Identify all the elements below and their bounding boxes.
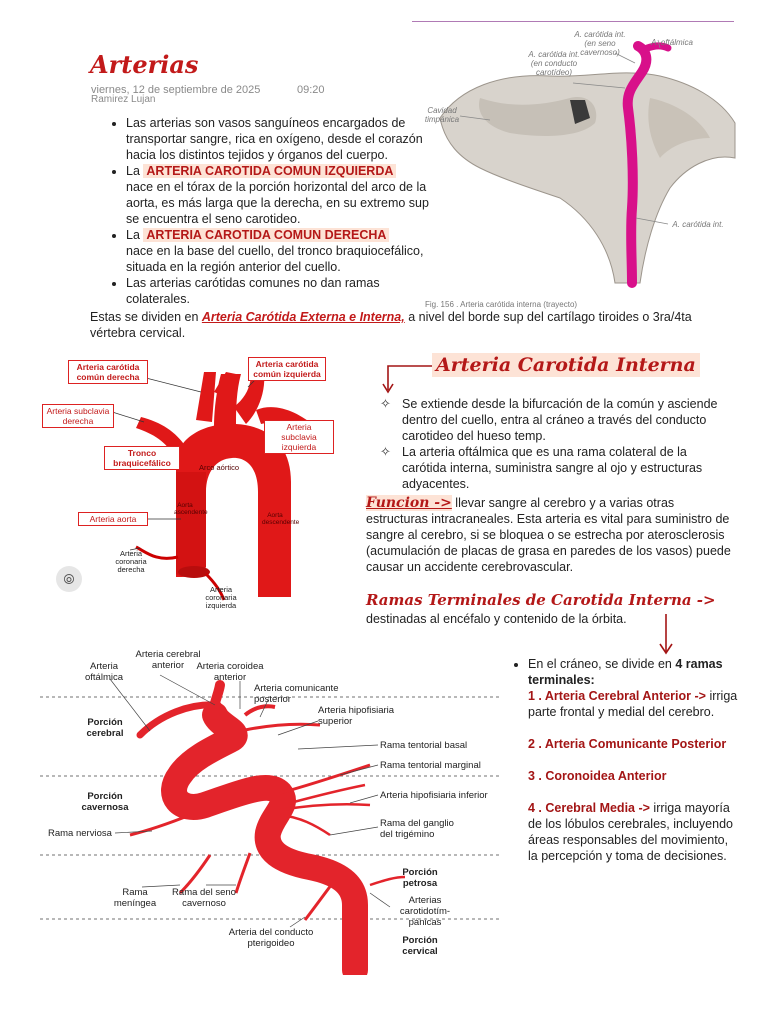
arrow-down-icon xyxy=(380,360,436,396)
aorta-illustration xyxy=(36,352,342,614)
label-car-int-conducto: A. carótida int. (en conducto carotídeo) xyxy=(528,50,580,77)
intro-section xyxy=(90,115,440,307)
page-title: Arterias xyxy=(90,50,199,79)
interna-bullets xyxy=(380,396,730,492)
label-cavidad-timpanica: Cavidad timpánica xyxy=(424,106,460,124)
ramas-list xyxy=(510,656,740,864)
label-comunicante-posterior: Arteria comunicante posterior xyxy=(254,683,339,705)
figure-carotida-trayecto xyxy=(420,28,740,298)
rama-item: 4 . Cerebral Media -> irriga mayoría de los lóbulos cerebrales, incluyendo áreas responsables del movimiento, la percepción y toma de decisiones. xyxy=(528,801,733,863)
label-comun-derecha: Arteria carótida común derecha xyxy=(68,360,148,384)
heading-ramas-terminales: Ramas Terminales de Carotida Interna -> xyxy=(366,591,716,609)
label-tentorial-basal: Rama tentorial basal xyxy=(380,740,468,751)
carotida-externa-interna-link[interactable]: Arteria Carótida Externa e Interna, xyxy=(201,310,405,324)
interna-bullet: ✧ Se extiende desde la bifurcación de la común y asciende dentro del cuello, entra al cráneo a través del conducto carotideo del hueso temp. xyxy=(380,396,730,444)
highlight-comun-derecha: ARTERIA CAROTIDA COMUN DERECHA xyxy=(143,228,389,242)
label-comun-izquierda: Arteria carótida común izquierda xyxy=(248,357,326,381)
ramas-subtitle: destinadas al encéfalo y contenido de la órbita. xyxy=(366,612,627,626)
ramas-intro: • En el cráneo, se divide en 4 ramas terminales: xyxy=(528,656,740,688)
arrow-down-icon xyxy=(656,612,676,656)
label-coronaria-izquierda: Arteria coronaria izquierda xyxy=(205,585,237,610)
label-tronco-braquicefalico: Tronco braquicefálico xyxy=(104,446,180,470)
divide-paragraph: Estas se dividen en Arteria Carótida Externa e Interna, a nivel del borde sup del cartílago tiroides o 3ra/4ta vértebra cervical. xyxy=(90,310,692,340)
label-porcion-cerebral: Porción cerebral xyxy=(86,717,124,739)
label-coroidea-anterior: Arteria coroidea anterior xyxy=(196,661,264,683)
label-aorta-descendente: Aorta descendente xyxy=(262,512,300,526)
label-tentorial-marginal: Rama tentorial marginal xyxy=(380,760,481,771)
figure-arco-aortico xyxy=(36,352,342,614)
label-subclavia-derecha: Arteria subclavia derecha xyxy=(42,404,114,428)
intro-bullet: • Las arterias carótidas comunes no dan ramas colaterales. xyxy=(126,275,440,307)
section-divider xyxy=(412,21,734,22)
label-aorta-ascendente: Aorta ascendente xyxy=(174,502,208,516)
figure-ramas-carotida-interna xyxy=(40,645,500,975)
label-porcion-cavernosa: Porción cavernosa xyxy=(81,791,129,813)
intro-bullet: • La ARTERIA CAROTIDA COMUN DERECHA nace en la base del cuello, del tronco braquiocefálico, situada en la región anterior del cuello. xyxy=(126,227,440,275)
intro-bullet: • Las arterias son vasos sanguíneos encargados de transportar sangre, rica en oxígeno, desde el corazón hacia los distintos tejidos y órganos del cuerpo. xyxy=(126,115,440,163)
label-arteria-aorta: Arteria aorta xyxy=(78,512,148,526)
label-hipofisiaria-inferior: Arteria hipofisiaria inferior xyxy=(380,790,488,801)
image-search-icon[interactable]: ⦾ xyxy=(56,566,82,592)
rama-item: 2 . Arteria Comunicante Posterior xyxy=(528,737,727,751)
label-hipofisiaria-superior: Arteria hipofisiaria superior xyxy=(318,705,395,727)
label-oftalmica: A. oftálmica xyxy=(651,38,693,47)
skull-base-illustration xyxy=(420,28,740,298)
label-cerebral-anterior: Arteria cerebral anterior xyxy=(135,649,201,671)
label-car-int: A. carótida int. xyxy=(672,220,724,229)
funcion-label: Funcion -> xyxy=(366,495,452,511)
label-coronaria-derecha: Arteria coronaria derecha xyxy=(115,549,147,574)
label-rama-meningea: Rama meníngea xyxy=(113,887,157,909)
rama-item: 3 . Coronoidea Anterior xyxy=(528,769,667,783)
heading-carotida-interna: Arteria Carotida Interna xyxy=(432,353,700,377)
note-author: Ramirez Lujan xyxy=(91,94,156,105)
label-carotidotimpanicas: Arterias carotidotím-pánicas xyxy=(399,895,451,928)
note-time: 09:20 xyxy=(297,84,325,96)
label-conducto-pterigoideo: Arteria del conducto pterigoideo xyxy=(228,927,314,949)
label-porcion-petrosa: Porción petrosa xyxy=(402,867,438,889)
label-rama-nerviosa: Rama nerviosa xyxy=(48,828,112,839)
label-car-int-seno: A. carótida int. (en seno cavernoso) xyxy=(574,30,626,57)
label-porcion-cervical: Porción cervical xyxy=(402,935,438,957)
label-arco-aortico: Arco aórtico xyxy=(198,463,240,472)
note-date: viernes, 12 de septiembre de 2025 xyxy=(91,84,261,96)
interna-bullet: ✧ La arteria oftálmica que es una rama colateral de la carótida interna, suministra sangre al ojo y estructuras adyacentes. xyxy=(380,444,730,492)
label-rama-seno-cavernoso: Rama del seno cavernoso xyxy=(172,887,236,909)
figure-caption: Fig. 156 . Arteria carótida interna (trayecto) xyxy=(425,300,578,309)
label-subclavia-izquierda: Arteria subclavia izquierda xyxy=(264,420,334,454)
rama-item: 1 . Arteria Cerebral Anterior -> irriga parte frontal y medial del cerebro. xyxy=(528,689,738,719)
funcion-paragraph: Funcion -> llevar sangre al cerebro y a varias otras estructuras intracraneales. Esta arteria es vital para suministro de sangre al cerebro, si se bloquea o se estrecha por aterosclerosis (acumulación de placas de grasa en paredes de los vasos) puede causar un accidente cerebrovascular. xyxy=(366,495,731,574)
highlight-comun-izquierda: ARTERIA CAROTIDA COMUN IZQUIERDA xyxy=(143,164,396,178)
intro-bullet: • La ARTERIA CAROTIDA COMUN IZQUIERDA nace en el tórax de la porción horizontal del arco de la aorta, es más larga que la derecha, en su extremo sup se encuentra el seno carotideo. xyxy=(126,163,440,227)
label-oftalmica: Arteria oftálmica xyxy=(84,661,123,683)
label-ganglio-trigemino: Rama del ganglio del trigémino xyxy=(380,818,454,840)
